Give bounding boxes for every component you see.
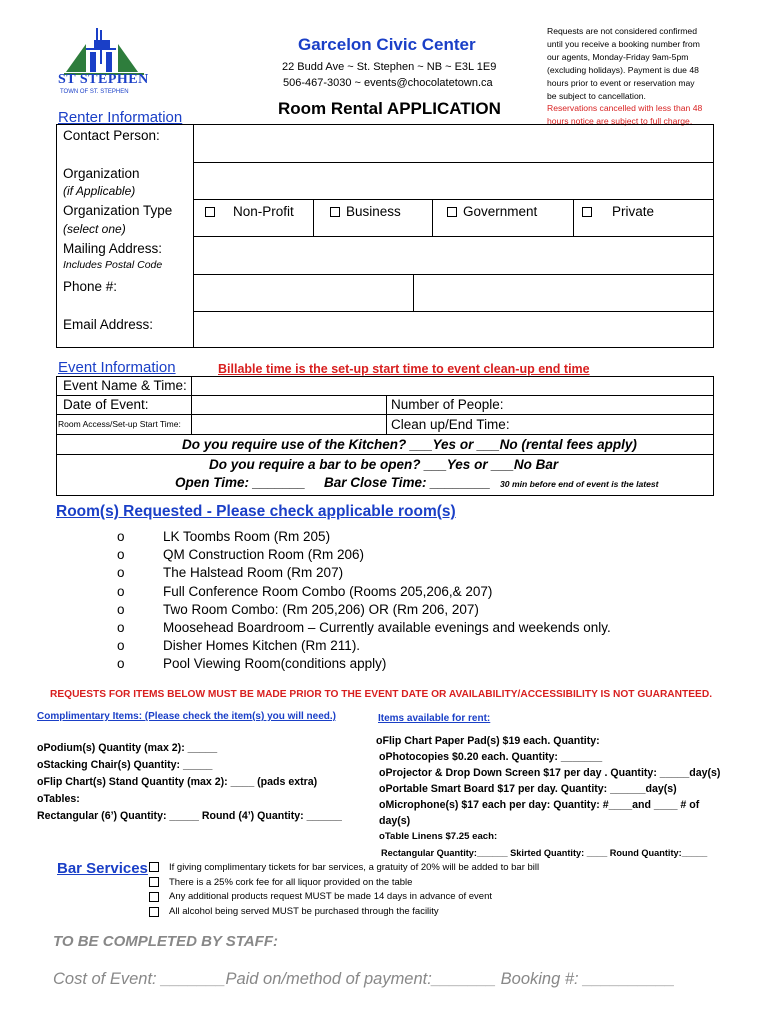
event-rule — [56, 414, 714, 415]
org-type-label-text: Non-Profit — [233, 204, 294, 219]
org-type-label-text: Business — [346, 204, 401, 219]
bullet: o — [117, 565, 125, 581]
checkbox-icon[interactable] — [582, 207, 592, 217]
room-label: Moosehead Boardroom – Currently available evenings and weekends only. — [163, 620, 611, 636]
close-time: Bar Close Time: ________ — [324, 475, 491, 490]
notice-line: (excluding holidays). Payment is due 48 — [547, 64, 699, 75]
rent-item[interactable]: oTable Linens $7.25 each: — [379, 831, 498, 842]
org-type-business[interactable] — [330, 204, 401, 219]
renter-rule — [193, 274, 714, 275]
org-type-private[interactable] — [582, 204, 654, 219]
rooms-list — [117, 528, 611, 674]
bar-service-label: There is a 25% cork fee for all liquor provided on the table — [169, 876, 413, 888]
event-rule — [56, 434, 714, 435]
renter-rule — [193, 236, 714, 237]
event-rule — [56, 395, 714, 396]
checkbox-icon[interactable] — [149, 877, 159, 887]
bar-service-label: All alcohol being served MUST be purchased through the facility — [169, 906, 439, 918]
room-item[interactable] — [117, 601, 611, 619]
logo-subtext: TOWN OF ST. STEPHEN — [60, 89, 129, 95]
org-type-label-text: Government — [463, 204, 538, 219]
room-item[interactable] — [117, 564, 611, 582]
bullet: o — [117, 656, 125, 672]
bullet: o — [117, 601, 125, 617]
type-divider — [313, 199, 314, 236]
bullet: o — [117, 547, 125, 563]
if-applicable-label: (if Applicable) — [63, 184, 136, 198]
notice-line: our agents, Monday-Friday 9am-5pm — [547, 51, 689, 62]
org-type-non-profit[interactable] — [205, 204, 294, 219]
renter-heading: Renter Information — [58, 109, 183, 126]
event-divider — [191, 376, 192, 434]
notice-red-line: Reservations cancelled with less than 48 — [547, 103, 703, 114]
room-item[interactable] — [117, 619, 611, 637]
complimentary-heading: Complimentary Items: (Please check the item(s) you will need.) — [37, 711, 336, 722]
kitchen-question: Do you require use of the Kitchen? ___Yes or ___No (rental fees apply) — [182, 437, 637, 452]
bar-services-heading: Bar Services — [57, 860, 148, 877]
room-label: QM Construction Room (Rm 206) — [163, 547, 365, 563]
bar-service-item[interactable] — [149, 876, 539, 891]
bar-question: Do you require a bar to be open? ___Yes or ___No Bar — [209, 457, 559, 472]
event-date-label: Date of Event: — [63, 397, 149, 412]
open-time: Open Time: _______ — [175, 475, 306, 490]
cleanup-label: Clean up/End Time: — [391, 417, 510, 432]
renter-rule — [193, 199, 714, 200]
postal-label: Includes Postal Code — [63, 259, 163, 271]
room-item[interactable] — [117, 655, 611, 673]
event-name-label: Event Name & Time: — [63, 378, 187, 393]
renter-rule — [193, 311, 714, 312]
room-item[interactable] — [117, 528, 611, 546]
bar-service-item[interactable] — [149, 890, 539, 905]
event-rule — [56, 454, 714, 455]
complimentary-item[interactable]: oFlip Chart(s) Stand Quantity (max 2): ____ (pads extra) — [37, 776, 318, 788]
access-label: Room Access/Set-up Start Time: — [58, 419, 181, 429]
notice-line: hours prior to event or reservation may — [547, 77, 695, 88]
email-label: Email Address: — [63, 317, 154, 332]
rent-item[interactable]: oPortable Smart Board $17 per day. Quantity: ______day(s) — [379, 783, 677, 795]
complimentary-item[interactable]: Rectangular (6’) Quantity: _____ Round (4’) Quantity: ______ — [37, 810, 342, 822]
type-divider — [573, 199, 574, 236]
room-item[interactable] — [117, 546, 611, 564]
complimentary-item[interactable]: oPodium(s) Quantity (max 2): _____ — [37, 742, 218, 754]
logo-text: ST STEPHEN — [58, 72, 149, 87]
rent-item: day(s) — [379, 815, 411, 827]
rent-item[interactable]: oMicrophone(s) $17 each per day: Quantity: #____and ____ # of — [379, 799, 700, 811]
org-type-label: Organization Type — [63, 203, 173, 218]
org-type-government[interactable] — [447, 204, 537, 219]
staff-heading: TO BE COMPLETED BY STAFF: — [53, 933, 279, 950]
org-name: Garcelon Civic Center — [298, 35, 476, 54]
bullet: o — [117, 620, 125, 636]
room-label: Full Conference Room Combo (Rooms 205,206,& 207) — [163, 583, 493, 599]
select-one-label: (select one) — [63, 222, 126, 236]
bullet: o — [117, 638, 125, 654]
logo — [56, 26, 152, 100]
contact-person-label: Contact Person: — [63, 128, 160, 143]
bullet: o — [117, 583, 125, 599]
rent-heading: Items available for rent: — [378, 713, 491, 724]
rent-item[interactable]: oProjector & Drop Down Screen $17 per day . Quantity: _____day(s) — [379, 767, 721, 779]
complimentary-list — [37, 740, 342, 825]
notice-line: be subject to cancellation. — [547, 90, 646, 101]
bar-service-label: If giving complimentary tickets for bar services, a gratuity of 20% will be added to bar bill — [169, 862, 540, 873]
complimentary-item[interactable]: oStacking Chair(s) Quantity: _____ — [37, 759, 213, 771]
org-type-label-text: Private — [612, 204, 655, 219]
rent-list — [376, 733, 720, 861]
type-divider — [432, 199, 433, 236]
latest-note: 30 min before end of event is the latest — [500, 479, 659, 489]
billable-note: Billable time is the set-up start time to event clean-up end time — [218, 362, 590, 376]
notice-line: until you receive a booking number from — [547, 38, 700, 49]
form-title: Room Rental APPLICATION — [278, 99, 501, 118]
notice-line: Requests are not considered confirmed — [547, 26, 697, 36]
mailing-label: Mailing Address: — [63, 241, 163, 256]
notice-red-line: hours notice are subject to full charge. — [547, 116, 693, 127]
checkbox-icon[interactable] — [205, 207, 215, 217]
bar-service-label: Any additional products request MUST be made 14 days in advance of event — [169, 891, 493, 903]
renter-rule — [193, 162, 714, 163]
rent-item[interactable]: oPhotocopies $0.20 each. Quantity: _______ — [379, 751, 603, 763]
phone-label: Phone #: — [63, 279, 118, 294]
room-item[interactable] — [117, 583, 611, 601]
checkbox-icon[interactable] — [149, 907, 159, 917]
room-label: Two Room Combo: (Rm 205,206) OR (Rm 206, 207) — [163, 601, 479, 617]
checkbox-icon[interactable] — [330, 207, 340, 217]
bar-services-list — [149, 861, 539, 920]
room-label: The Halstead Room (Rm 207) — [163, 565, 344, 581]
event-divider — [386, 395, 387, 434]
people-label: Number of People: — [391, 397, 504, 412]
renter-phone-divider — [413, 274, 414, 311]
requests-notice: REQUESTS FOR ITEMS BELOW MUST BE MADE PRIOR TO THE EVENT DATE OR AVAILABILITY/ACCESSIBILITY IS NOT GUARANTEED. — [50, 689, 713, 700]
rooms-heading: Room(s) Requested - Please check applicable room(s) — [56, 503, 456, 520]
room-label: Disher Homes Kitchen (Rm 211). — [163, 638, 361, 654]
rent-item[interactable]: oFlip Chart Paper Pad(s) $19 each. Quantity: — [376, 735, 600, 747]
event-heading: Event Information — [58, 359, 176, 376]
checkbox-icon[interactable] — [149, 862, 159, 872]
checkbox-icon[interactable] — [149, 892, 159, 902]
room-label: LK Toombs Room (Rm 205) — [163, 529, 331, 544]
org-address: 22 Budd Ave ~ St. Stephen ~ NB ~ E3L 1E9 — [282, 61, 497, 73]
room-label: Pool Viewing Room(conditions apply) — [163, 656, 387, 672]
booking-notice — [547, 25, 762, 128]
staff-line: Cost of Event: _______Paid on/method of payment:_______ Booking #: __________ — [53, 970, 675, 988]
org-contact: 506-467-3030 ~ events@chocolatetown.ca — [283, 77, 493, 89]
rent-item[interactable]: Rectangular Quantity:______ Skirted Quantity: ____ Round Quantity:_____ — [381, 848, 708, 858]
organization-label: Organization — [63, 166, 140, 181]
complimentary-item[interactable]: oTables: — [37, 793, 80, 805]
checkbox-icon[interactable] — [447, 207, 457, 217]
bullet: o — [117, 529, 125, 544]
bar-service-item[interactable] — [149, 905, 539, 920]
room-item[interactable] — [117, 637, 611, 655]
bar-service-item[interactable] — [149, 861, 539, 876]
